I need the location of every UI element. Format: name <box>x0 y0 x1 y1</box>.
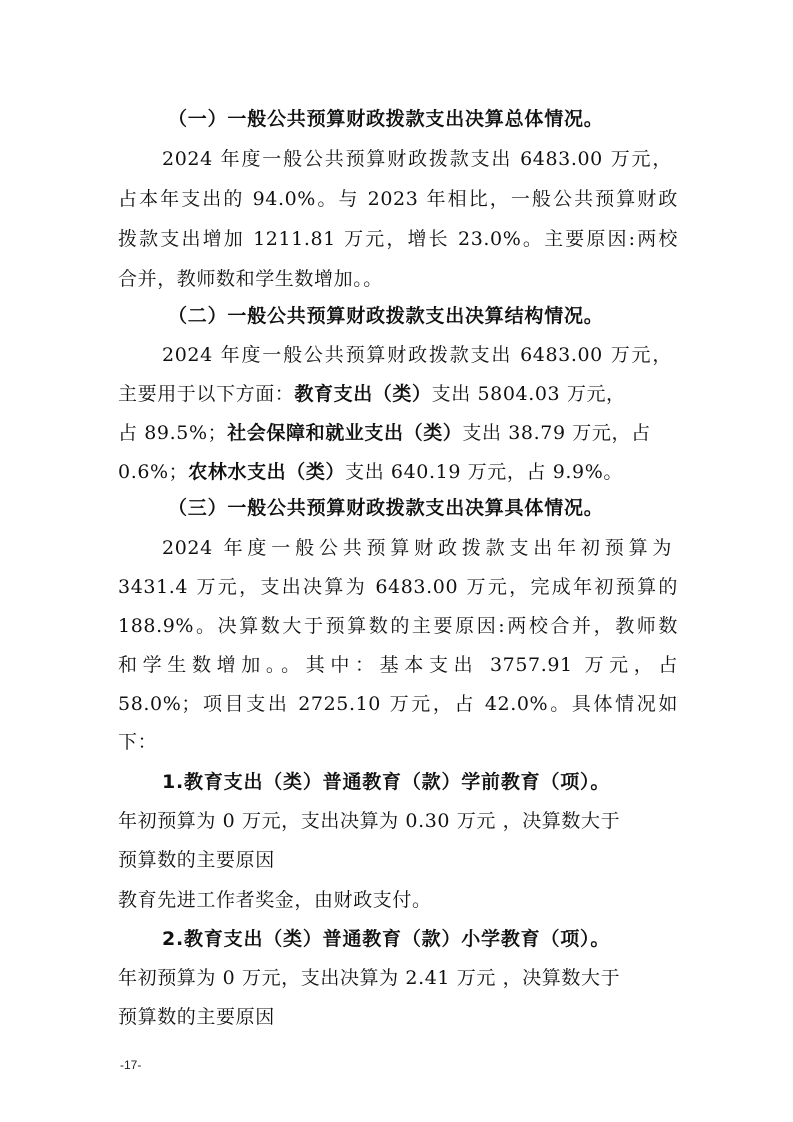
item1-line-1: 年初预算为 0 万元，支出决算为 0.30 万元 ，决算数大于 <box>118 810 621 832</box>
section1-line-3: 拨款支出增加 1211.81 万元，增长 23.0%。主要原因:两校 <box>118 228 678 250</box>
category-agriculture: 农林水支出（类） <box>188 461 346 483</box>
item1-line-3: 教育先进工作者奖金，由财政支付。 <box>118 889 432 911</box>
item2-line-1: 年初预算为 0 万元，支出决算为 2.41 万元 ，决算数大于 <box>118 967 621 989</box>
section3-line-6: 下： <box>118 731 158 753</box>
item1-heading: 1.教育支出（类）普通教育（款）学前教育（项）。 <box>162 771 611 793</box>
category-education: 教育支出（类） <box>294 383 432 405</box>
section2-line-3 <box>118 420 678 446</box>
section1-line-4: 合并，教师数和学生数增加。。 <box>118 268 383 290</box>
line-text: 0.6%； <box>118 461 189 483</box>
line-text: 支出 640.19 万元，占 9.9%。 <box>345 461 623 483</box>
section2-line-4 <box>118 459 678 485</box>
section3-heading: （三）一般公共预算财政拨款支出决算具体情况。 <box>168 497 604 519</box>
section2-line-2 <box>118 381 678 407</box>
section3-line-5: 58.0%；项目支出 2725.10 万元，占 42.0%。具体情况如 <box>118 693 678 715</box>
section3-line-4: 和学生数增加。。其中：基本支出 3757.91 万元，占 <box>118 654 678 676</box>
item2-heading: 2.教育支出（类）普通教育（款）小学教育（项）。 <box>162 928 611 950</box>
page-number: -17- <box>120 1058 142 1072</box>
section2-line-1: 2024 年度一般公共预算财政拨款支出 6483.00 万元， <box>162 344 672 366</box>
section2-heading: （二）一般公共预算财政拨款支出决算结构情况。 <box>168 305 604 327</box>
item2-line-2: 预算数的主要原因 <box>118 1006 275 1028</box>
section1-heading: （一）一般公共预算财政拨款支出决算总体情况。 <box>168 108 604 130</box>
section1-line-2: 占本年支出的 94.0%。与 2023 年相比，一般公共预算财政 <box>118 188 678 210</box>
line-text: 主要用于以下方面： <box>118 383 295 405</box>
line-text: 占 89.5%； <box>118 422 228 444</box>
line-text: 支出 5804.03 万元， <box>431 383 626 405</box>
section3-line-3: 188.9%。决算数大于预算数的主要原因:两校合并，教师数 <box>118 615 678 637</box>
section3-line-1: 2024 年度一般公共预算财政拨款支出年初预算为 <box>162 537 672 559</box>
section1-line-1: 2024 年度一般公共预算财政拨款支出 6483.00 万元， <box>162 148 672 170</box>
line-text: 支出 38.79 万元，占 <box>462 422 651 444</box>
category-social-security: 社会保障和就业支出（类） <box>227 422 463 444</box>
item1-line-2: 预算数的主要原因 <box>118 849 275 871</box>
section3-line-2: 3431.4 万元，支出决算为 6483.00 万元，完成年初预算的 <box>118 576 678 598</box>
